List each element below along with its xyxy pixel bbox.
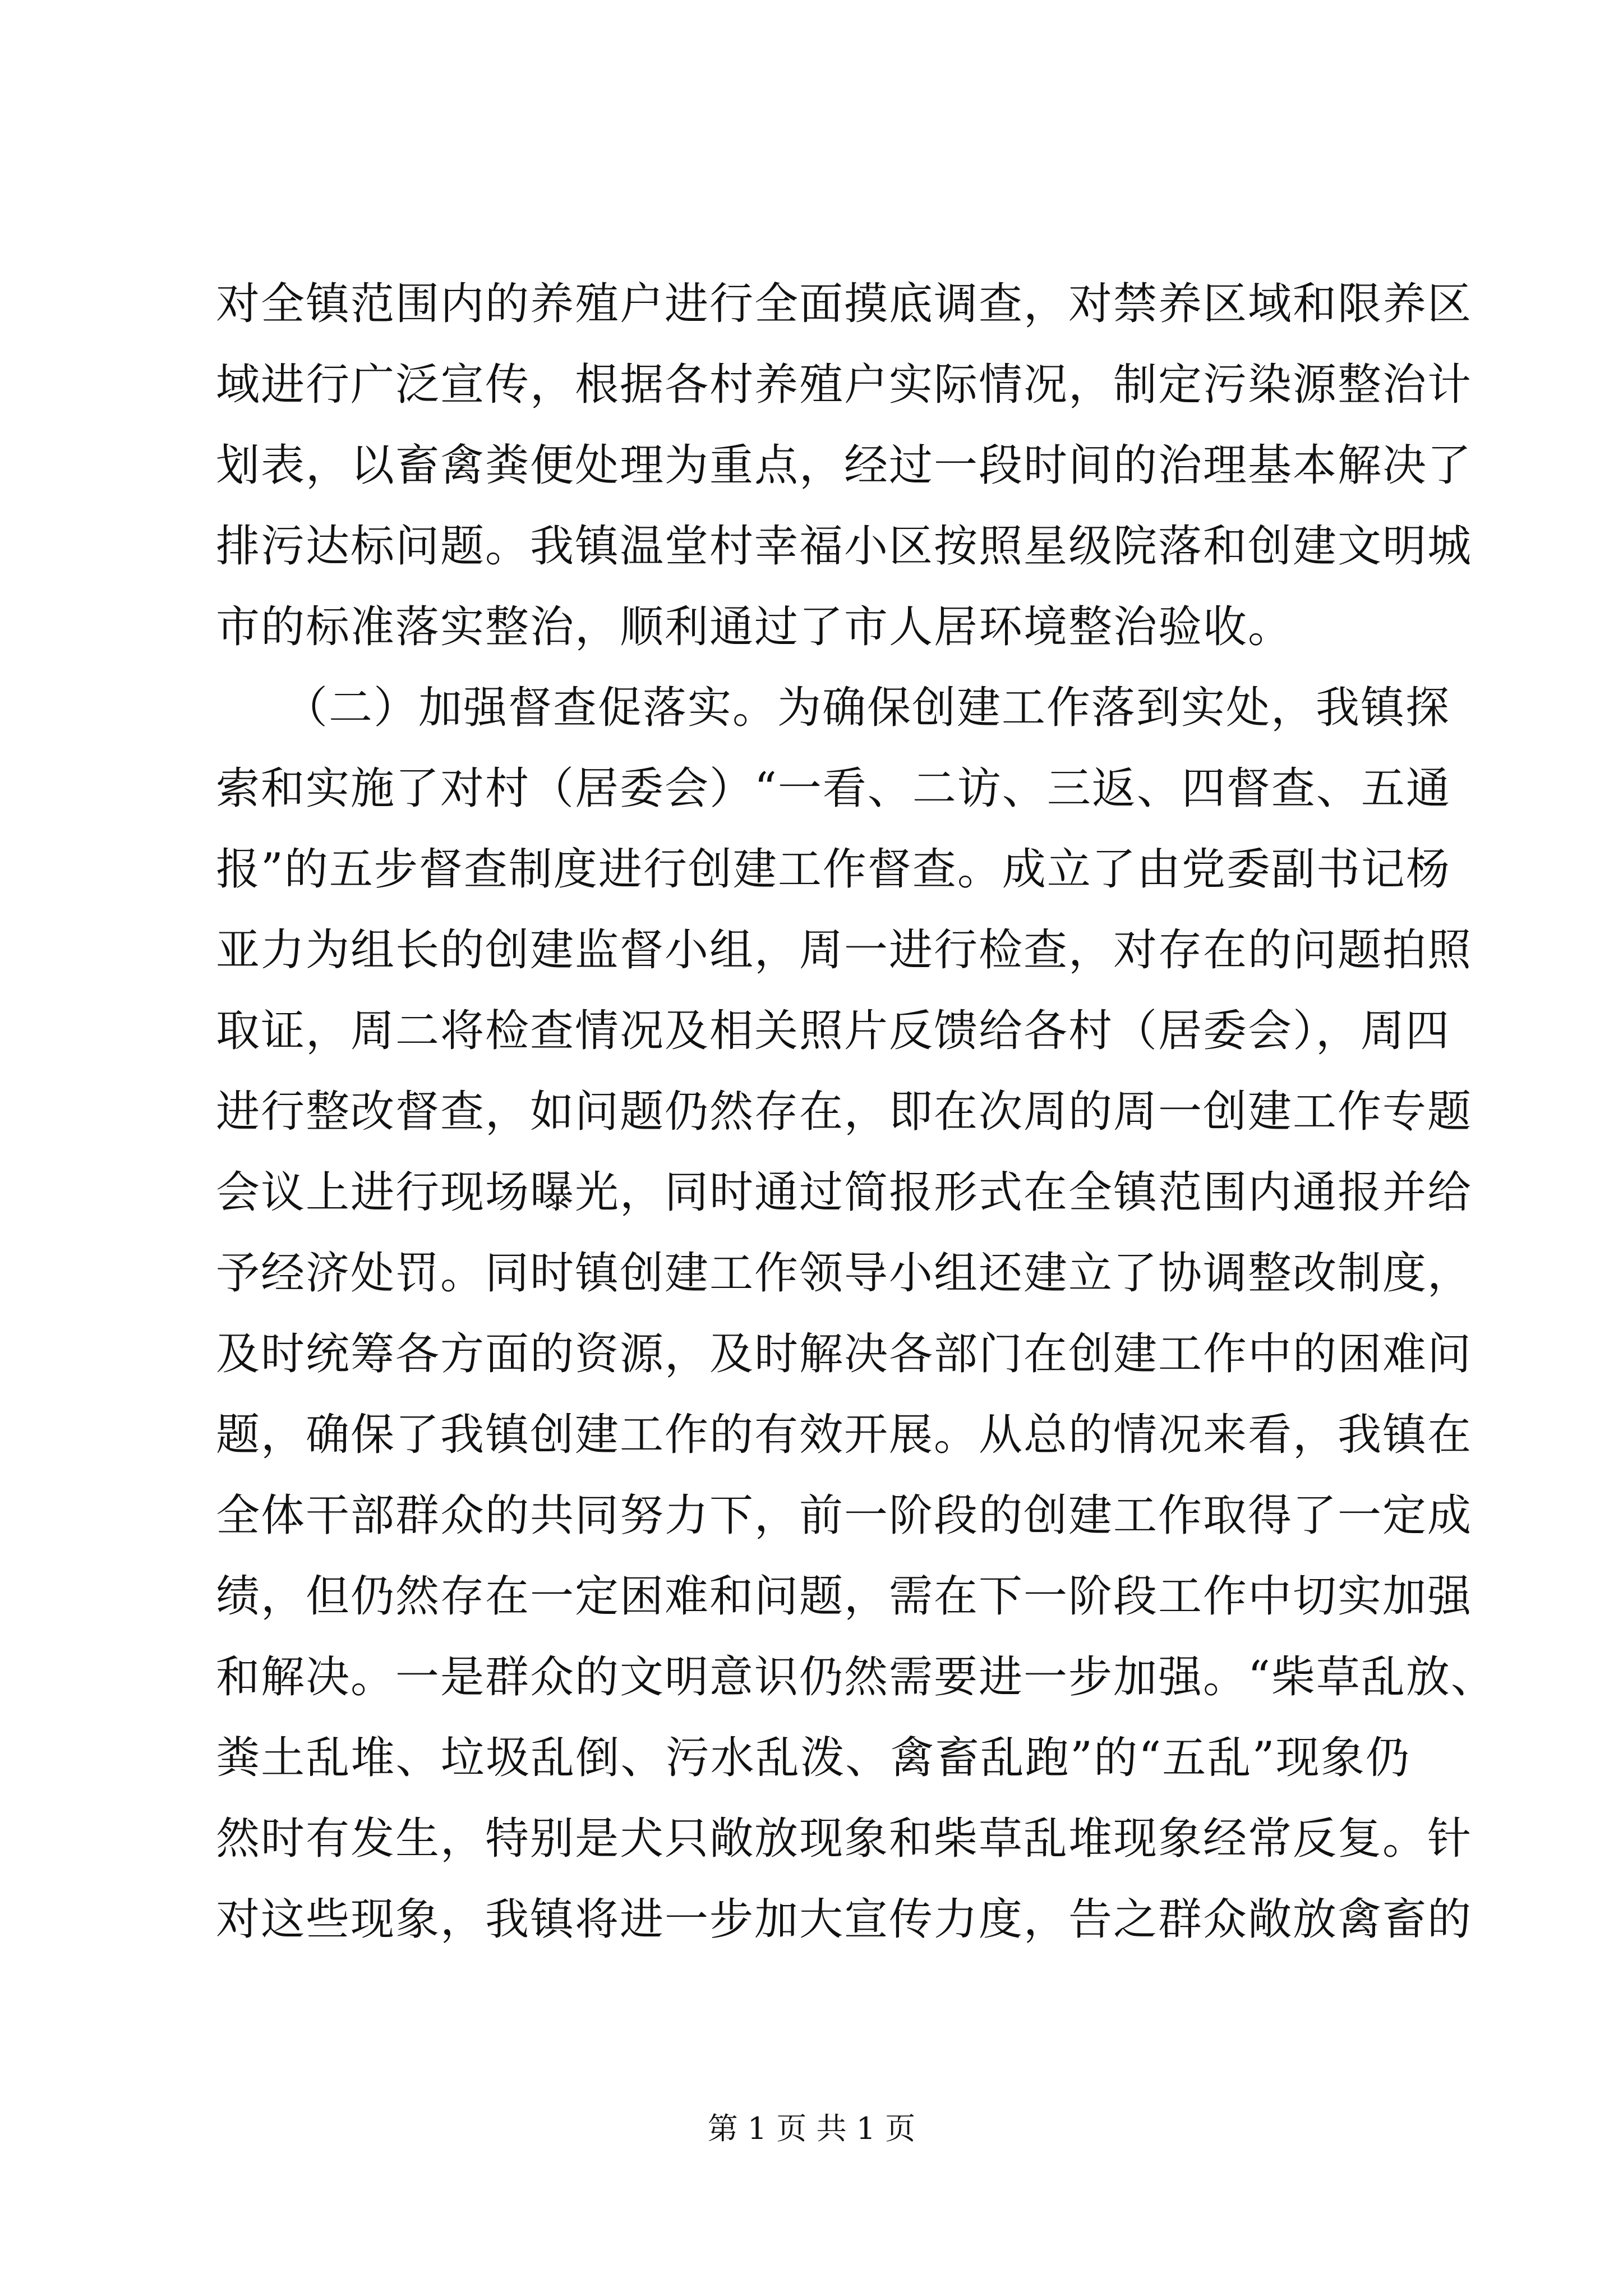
text-line: 域进行广泛宣传，根据各村养殖户实际情况，制定污染源整治计 <box>216 360 1473 410</box>
text-line: 报”的五步督查制度进行创建工作督查。成立了由党委副书记杨 <box>216 844 1451 895</box>
text-line: （二）加强督查促落实。为确保创建工作落到实处，我镇探 <box>216 683 1451 733</box>
text-line: 绩，但仍然存在一定困难和问题，需在下一阶段工作中切实加强 <box>216 1571 1473 1622</box>
text-line: 划表，以畜禽粪便处理为重点，经过一段时间的治理基本解决了 <box>216 440 1473 491</box>
text-line: 然时有发生，特别是犬只敞放现象和柴草乱堆现象经常反复。针 <box>216 1814 1473 1864</box>
text-line: 进行整改督查，如问题仍然存在，即在次周的周一创建工作专题 <box>216 1087 1473 1137</box>
text-line: 对全镇范围内的养殖户进行全面摸底调查，对禁养区域和限养区 <box>216 279 1473 329</box>
document-body <box>216 264 1496 1960</box>
text-line: 全体干部群众的共同努力下，前一阶段的创建工作取得了一定成 <box>216 1490 1473 1541</box>
text-line: 会议上进行现场曝光，同时通过简报形式在全镇范围内通报并给 <box>216 1167 1473 1218</box>
text-line: 市的标准落实整治，顺利通过了市人居环境整治验收。 <box>216 602 1293 652</box>
text-line: 和解决。一是群众的文明意识仍然需要进一步加强。“柴草乱放、 <box>216 1652 1496 1703</box>
text-line: 亚力为组长的创建监督小组，周一进行检查，对存在的问题拍照 <box>216 925 1473 976</box>
text-line: 排污达标问题。我镇温堂村幸福小区按照星级院落和创建文明城 <box>216 521 1473 572</box>
text-line: 粪土乱堆、垃圾乱倒、污水乱泼、禽畜乱跑”的“五乱”现象仍 <box>216 1733 1410 1783</box>
text-line: 对这些现象，我镇将进一步加大宣传力度，告之群众敞放禽畜的 <box>216 1894 1473 1945</box>
page-number-footer: 第 1 页 共 1 页 <box>707 2111 916 2146</box>
text-line: 题，确保了我镇创建工作的有效开展。从总的情况来看，我镇在 <box>216 1410 1473 1460</box>
text-line: 索和实施了对村（居委会）“一看、二访、三返、四督查、五通 <box>216 763 1451 814</box>
text-line: 予经济处罚。同时镇创建工作领导小组还建立了协调整改制度， <box>216 1248 1473 1299</box>
text-line: 取证，周二将检查情况及相关照片反馈给各村（居委会），周四 <box>216 1006 1451 1056</box>
text-line: 及时统筹各方面的资源，及时解决各部门在创建工作中的困难问 <box>216 1329 1473 1379</box>
